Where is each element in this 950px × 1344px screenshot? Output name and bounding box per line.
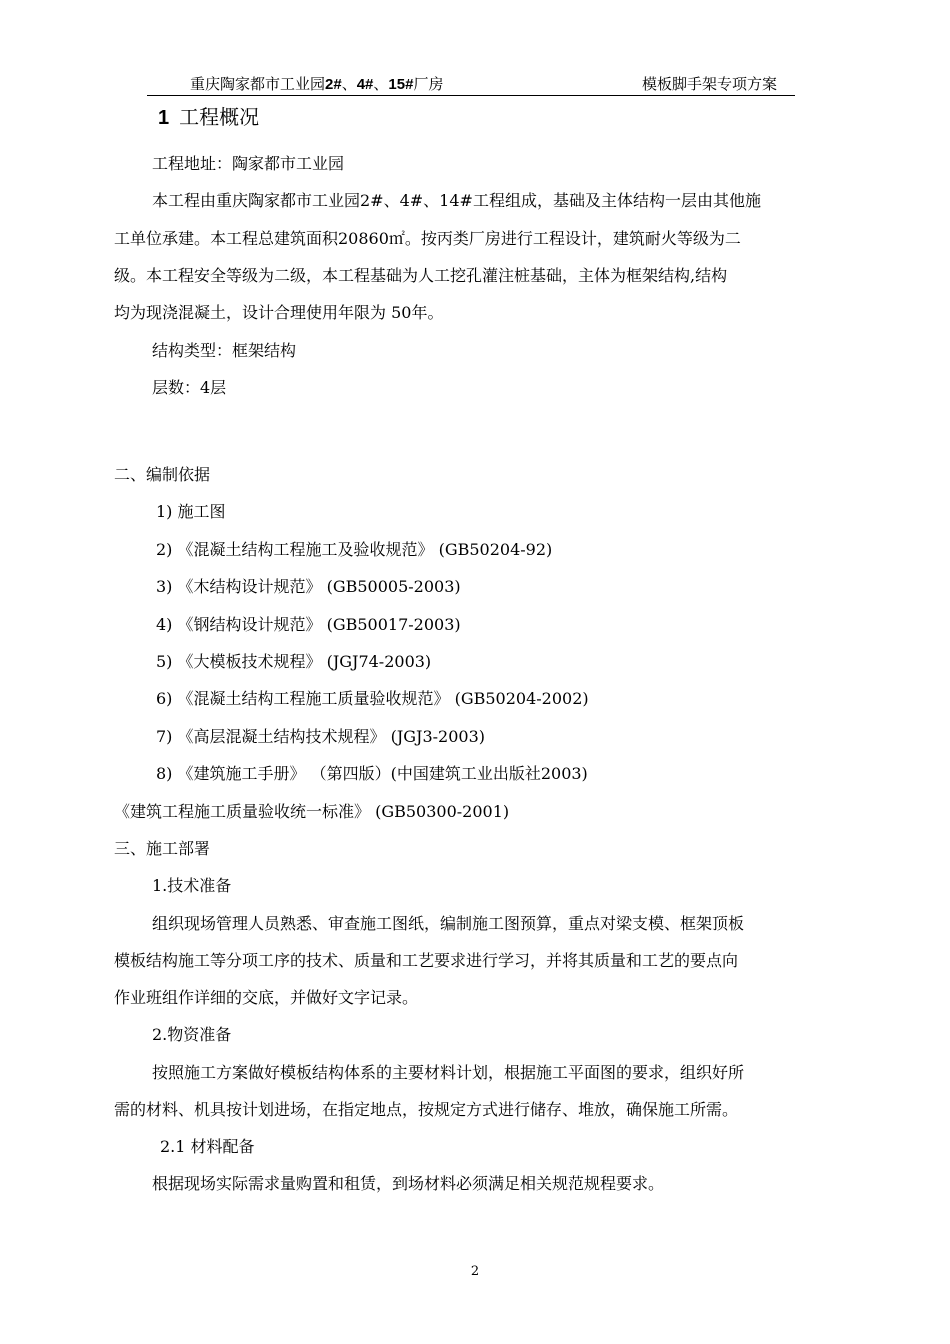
reference-item: 1) 施工图 [156,502,226,521]
tech-prep-line-3: 作业班组作详细的交底，并做好文字记录。 [114,988,419,1007]
section1-heading [158,104,259,131]
material-supply-title: 2.1 材料配备 [160,1137,255,1156]
header-bold-4: 4# [356,76,374,93]
section1-number: 1 [158,107,170,129]
header-right: 模板脚手架专项方案 [642,75,778,93]
project-desc-line-4: 均为现浇混凝土，设计合理使用年限为 50年。 [114,303,444,322]
section2-title: 二、编制依据 [114,465,211,484]
project-desc-line-2: 工单位承建。本工程总建筑面积20860㎡。按丙类厂房进行工程设计，建筑耐火等级为二 [114,229,741,248]
page-number: 2 [470,1264,480,1279]
header-bold-2: 2# [325,76,342,93]
section1-title: 工程概况 [179,105,260,129]
header-left-suffix: 厂房 [413,75,444,93]
reference-item: 7) 《高层混凝土结构技术规程》 (JGJ3-2003) [156,727,485,746]
reference-item: 3) 《木结构设计规范》 (GB50005-2003) [156,577,461,596]
header-left [190,74,443,95]
tech-prep-title: 1.技术准备 [152,876,232,895]
reference-item: 6) 《混凝土结构工程施工质量验收规范》 (GB50204-2002) [156,689,589,708]
header-rule [147,95,795,96]
material-prep-title: 2.物资准备 [152,1025,232,1044]
reference-item: 5) 《大模板技术规程》 (JGJ74-2003) [156,652,432,671]
project-desc-line-1: 本工程由重庆陶家都市工业园2#、4#、14#工程组成，基础及主体结构一层由其他施 [152,191,761,210]
material-prep-line-1: 按照施工方案做好模板结构体系的主要材料计划，根据施工平面图的要求，组织好所 [152,1063,745,1082]
header-sep: 、 [373,75,389,93]
reference-item: 8) 《建筑施工手册》 （第四版）(中国建筑工业出版社2003) [156,764,588,783]
section3-title: 三、施工部署 [114,839,211,858]
header-bold-15: 15# [388,76,414,93]
header-left-text: 重庆陶家都市工业园 [190,75,326,93]
header-sep: 、 [341,75,357,93]
material-supply-line: 根据现场实际需求量购置和租赁，到场材料必须满足相关规范规程要求。 [152,1174,665,1193]
material-prep-line-2: 需的材料、机具按计划进场，在指定地点，按规定方式进行储存、堆放，确保施工所需。 [114,1100,739,1119]
tech-prep-line-1: 组织现场管理人员熟悉、审查施工图纸，编制施工图预算，重点对梁支模、框架顶板 [152,914,745,933]
reference-item: 4) 《钢结构设计规范》 (GB50017-2003) [156,615,461,634]
reference-extra: 《建筑工程施工质量验收统一标准》 (GB50300-2001) [114,802,510,821]
project-desc-line-3: 级。本工程安全等级为二级，本工程基础为人工挖孔灌注桩基础，主体为框架结构,结构 [114,266,728,285]
structure-type: 结构类型：框架结构 [152,341,297,360]
reference-item: 2) 《混凝土结构工程施工及验收规范》 (GB50204-92) [156,540,553,559]
tech-prep-line-2: 模板结构施工等分项工序的技术、质量和工艺要求进行学习，并将其质量和工艺的要点向 [114,951,739,970]
project-address: 工程地址：陶家都市工业园 [152,154,345,173]
floor-count: 层数：4层 [152,378,227,397]
